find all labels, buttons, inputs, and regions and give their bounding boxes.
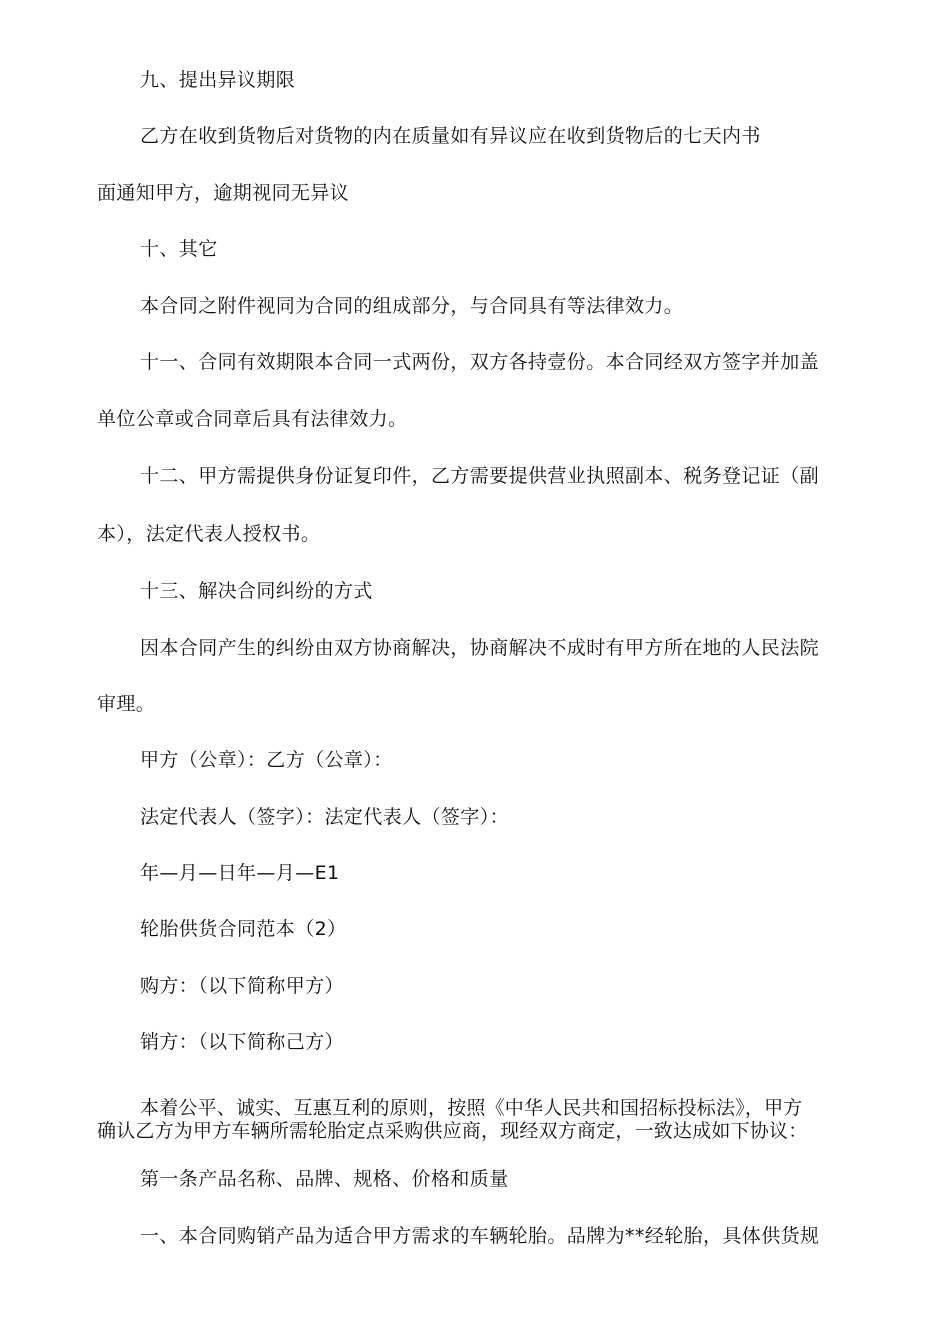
section-13-heading: 十三、解决合同纠纷的方式 (140, 580, 373, 602)
section-12-line-1: 十二、甲方需提供身份证复印件，乙方需要提供营业执照副本、税务登记证（副 (140, 465, 820, 487)
contract-title: 轮胎供货合同范本（2） (140, 918, 347, 940)
preamble-line-2: 确认乙方为甲方车辆所需轮胎定点采购供应商，现经双方商定，一致达成如下协议： (97, 1120, 808, 1142)
signature-line: 法定代表人（签字）：法定代表人（签字）： (140, 806, 510, 828)
seller-line: 销方：（以下简称己方） (140, 1031, 344, 1053)
section-10-heading: 十、其它 (140, 238, 218, 260)
article-1-heading: 第一条产品名称、品牌、规格、价格和质量 (140, 1168, 509, 1190)
section-9-paragraph-line-1: 乙方在收到货物后对货物的内在质量如有异议应在收到货物后的七天内书 (140, 125, 761, 147)
seal-line: 甲方（公章）：乙方（公章）： (140, 749, 393, 771)
date-line: 年—月—日年—月—E1 (140, 862, 340, 884)
article-1-paragraph-line-1: 一、本合同购销产品为适合甲方需求的车辆轮胎。品牌为**经轮胎，具体供货规 (140, 1225, 820, 1247)
section-11-line-2: 单位公章或合同章后具有法律效力。 (97, 408, 408, 430)
section-13-paragraph-line-2: 审理。 (97, 693, 156, 715)
section-13-paragraph-line-1: 因本合同产生的纠纷由双方协商解决，协商解决不成时有甲方所在地的人民法院 (140, 637, 820, 659)
preamble-line-1: 本着公平、诚实、互惠互利的原则，按照《中华人民共和国招标投标法》，甲方 (140, 1097, 803, 1119)
section-9-paragraph-line-2: 面通知甲方，逾期视同无异议 (97, 182, 350, 204)
section-12-line-2: 本），法定代表人授权书。 (97, 523, 321, 545)
buyer-line: 购方：（以下简称甲方） (140, 975, 344, 997)
section-11-line-1: 十一、合同有效期限本合同一式两份，双方各持壹份。本合同经双方签字并加盖 (140, 351, 820, 373)
section-9-heading: 九、提出异议期限 (140, 69, 296, 91)
section-10-paragraph: 本合同之附件视同为合同的组成部分，与合同具有等法律效力。 (140, 295, 684, 317)
